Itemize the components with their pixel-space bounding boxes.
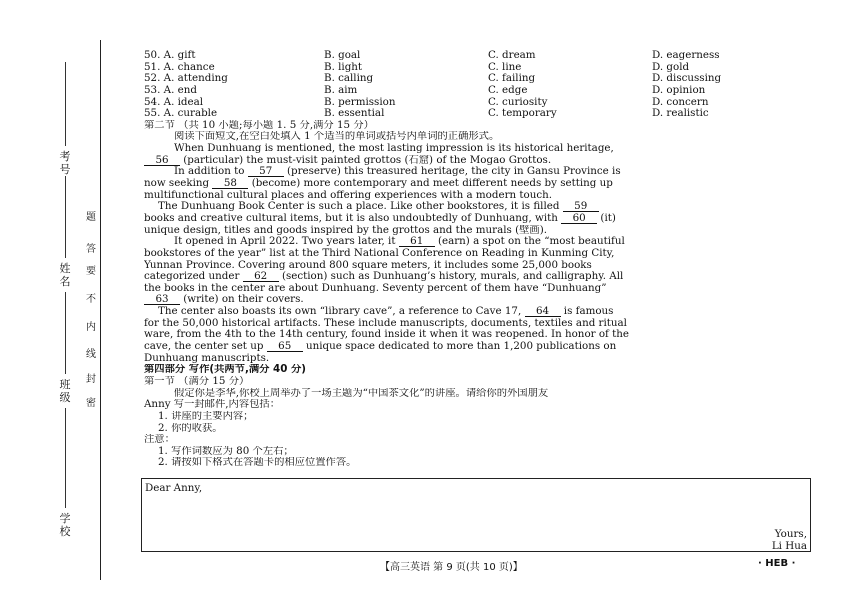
passage-text: categorized under	[144, 271, 243, 283]
passage-text: The Dunhuang Book Center is such a place. Like other bookstores, it is filled	[158, 201, 563, 213]
signature: Li Hua	[771, 540, 807, 552]
binding-line	[100, 40, 101, 580]
option-c: C. temporary	[488, 108, 557, 120]
label-school: 学校	[59, 512, 71, 538]
option-d: D. concern	[652, 96, 709, 108]
option-a: 52. A. attending	[144, 73, 228, 85]
passage-line	[144, 166, 810, 178]
writing-prompt: 假定你是李华,你校上周举办了一场主题为“中国茶文化”的讲座。请给你的外国朋友	[174, 387, 549, 399]
seal-char: 内	[86, 322, 96, 333]
blank-class	[65, 292, 66, 374]
passage-text: books and creative cultural items, but it is also undoubtedly of Dunhuang, with	[144, 212, 562, 224]
option-a: 53. A. end	[144, 84, 197, 96]
section-instruction: 阅读下面短文,在空白处填入 1 个适当的单词或括号内单词的正确形式。	[174, 131, 500, 143]
option-b: B. calling	[324, 73, 374, 85]
blank-56[interactable]: 56	[144, 155, 180, 166]
letter-closing	[772, 528, 807, 552]
blank-59[interactable]: 59	[563, 201, 599, 212]
seal-char: 封	[86, 374, 96, 385]
blank-name	[65, 176, 66, 258]
option-c: C. edge	[488, 84, 528, 96]
option-d: D. discussing	[652, 73, 722, 85]
option-d: D. realistic	[652, 108, 709, 120]
passage-text: (particular) the must-visit painted grottos (石窟) of the Mogao Grottos.	[180, 154, 552, 166]
passage-text: The center also boasts its own “library cave”, a reference to Cave 17,	[158, 306, 525, 318]
label-name: 姓名	[59, 262, 71, 288]
prompt-item: 2. 你的收获。	[158, 422, 223, 434]
blank-school	[65, 408, 66, 508]
prompt-item: 1. 讲座的主要内容；	[158, 410, 254, 422]
option-b: B. aim	[324, 84, 358, 96]
blank-exam-number	[65, 62, 66, 146]
option-a: 50. A. gift	[144, 50, 196, 61]
passage-text: In addition to	[174, 166, 248, 178]
label-exam-number: 考号	[59, 150, 71, 176]
blank-60[interactable]: 60	[561, 213, 597, 224]
passage-text: cave, the center set up	[144, 341, 267, 353]
seal-char: 密	[86, 398, 96, 409]
passage-text: (it)	[597, 212, 616, 224]
option-b: B. goal	[324, 50, 361, 61]
page-footer: 【高三英语 第 9 页(共 10 页)】	[380, 562, 523, 573]
option-row	[144, 73, 810, 85]
answer-box[interactable]	[141, 478, 811, 552]
blank-61[interactable]: 61	[399, 236, 435, 247]
part4-heading: 第四部分 写作(共两节,满分 40 分)	[144, 364, 306, 376]
option-b: B. permission	[324, 96, 396, 108]
passage-line: Yunnan Province. Covering around 800 square meters, it includes some 25,000 books	[144, 259, 592, 271]
exam-code: · HEB ·	[758, 558, 796, 569]
seal-char: 题	[86, 212, 96, 223]
passage-text: (become) more contemporary and meet different needs by setting up	[248, 178, 613, 190]
blank-57[interactable]: 57	[248, 166, 284, 177]
passage-text: (write) on their covers.	[180, 294, 304, 306]
option-c: C. dream	[488, 50, 536, 61]
blank-62[interactable]: 62	[243, 271, 279, 282]
passage-line: ware, from the 4th to the 14th century, found inside it when it was reopened. In honor of the	[144, 329, 629, 341]
writing-prompt: Anny 写一封邮件,内容包括：	[144, 399, 281, 411]
option-row	[144, 85, 810, 97]
main-content	[144, 50, 810, 469]
option-row	[144, 62, 810, 74]
passage-line	[144, 213, 810, 225]
option-a: 55. A. curable	[144, 108, 218, 120]
label-class: 班级	[59, 378, 71, 404]
passage-line	[144, 201, 810, 213]
blank-63[interactable]: 63	[144, 294, 180, 305]
passage-line: for the 50,000 historical artifacts. These include manuscripts, documents, textiles and ritual	[144, 317, 627, 329]
option-d: D. eagerness	[652, 50, 720, 61]
option-c: C. failing	[488, 73, 536, 85]
passage-line	[144, 271, 810, 283]
blank-64[interactable]: 64	[525, 306, 561, 317]
passage-line	[144, 341, 810, 353]
passage-line: the books in the center are about Dunhuang. Seventy percent of them have “Dunhuang”	[144, 282, 607, 294]
passage-text: (section) such as Dunhuang’s history, murals, and calligraphy. All	[278, 271, 624, 283]
passage-line	[144, 178, 810, 190]
passage-text: unique space dedicated to more than 1,200 publications on	[302, 341, 617, 353]
option-b: B. essential	[324, 108, 385, 120]
passage-text: now seeking	[144, 178, 213, 190]
note-item: 2. 请按如下格式在答题卡的相应位置作答。	[158, 457, 357, 469]
seal-char: 不	[86, 294, 96, 305]
note-heading: 注意：	[144, 434, 175, 446]
passage-text: (earn) a spot on the “most beautiful	[434, 236, 625, 248]
passage-line: Dunhuang manuscripts.	[144, 352, 270, 364]
option-a: 54. A. ideal	[144, 96, 204, 108]
option-d: D. opinion	[652, 84, 706, 96]
option-d: D. gold	[652, 61, 690, 73]
option-row	[144, 50, 810, 62]
passage-text: It opened in April 2022. Two years later, it	[174, 236, 399, 248]
option-c: C. curiosity	[488, 96, 548, 108]
option-a: 51. A. chance	[144, 61, 215, 73]
passage-line: unique design, titles and goods inspired by the grottos and the murals (壁画).	[144, 224, 547, 236]
option-b: B. light	[324, 61, 363, 73]
option-row	[144, 97, 810, 109]
passage-line: multifunctional cultural places and offering experiences with a modern touch.	[144, 189, 553, 201]
passage-line	[144, 155, 810, 167]
passage-line: bookstores of the year” list at the Third National Conference on Reading in Kunming City,	[144, 247, 615, 259]
option-c: C. line	[488, 61, 522, 73]
seal-char: 线	[86, 349, 96, 360]
part4-subheading: 第一节 （满分 15 分）	[144, 375, 250, 387]
passage-line	[144, 306, 810, 318]
passage-line	[144, 294, 810, 306]
passage-line	[144, 236, 810, 248]
blank-58[interactable]: 58	[212, 178, 248, 189]
passage-text: is famous	[560, 306, 614, 318]
section-heading: 第二节 （共 10 小题;每小题 1. 5 分,满分 15 分）	[144, 119, 374, 131]
passage-text: (preserve) this treasured heritage, the city in Gansu Province is	[283, 166, 621, 178]
passage-line: When Dunhuang is mentioned, the most lasting impression is its historical heritage,	[174, 143, 614, 155]
closing-word: Yours,	[774, 528, 807, 540]
note-item: 1. 写作词数应为 80 个左右；	[158, 445, 294, 457]
seal-char: 要	[86, 266, 96, 277]
letter-salutation: Dear Anny,	[145, 482, 203, 494]
option-row	[144, 108, 810, 120]
blank-65[interactable]: 65	[267, 341, 303, 352]
seal-char: 答	[86, 244, 96, 255]
